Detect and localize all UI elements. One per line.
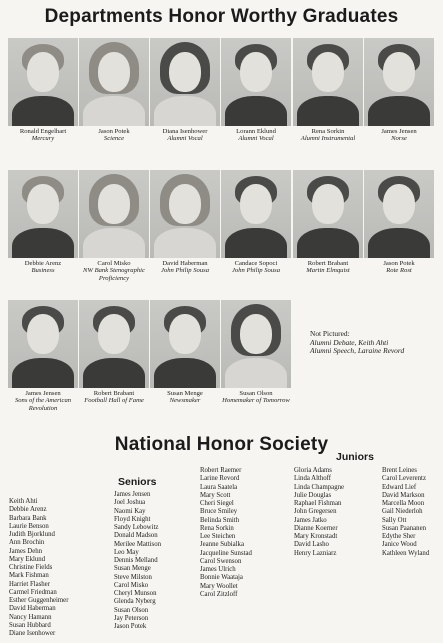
portrait-face [98, 314, 130, 354]
member-name: Susan Menge [114, 565, 151, 573]
portrait-body [83, 228, 145, 258]
honoree-award: Alumni Vocal [167, 135, 203, 143]
member-name: Edward Lief [382, 483, 417, 491]
portrait-body [83, 358, 145, 388]
member-name: James Jensen [114, 491, 151, 498]
honoree-caption [150, 128, 220, 143]
portrait-face [169, 52, 201, 92]
honoree-award: Rote Rost [386, 267, 412, 275]
member-name: Donald Madson [114, 532, 158, 540]
honoree-name: Robert Brabant [307, 260, 349, 267]
honoree-card [8, 170, 78, 275]
honoree-caption [221, 260, 291, 275]
member-name: Raphael Fishman [294, 500, 342, 507]
member-name: Glenda Nyberg [114, 598, 156, 606]
honoree-name: James Jensen [381, 128, 417, 135]
portrait-photo [79, 38, 149, 126]
portrait-face [27, 314, 59, 354]
portrait-body [225, 96, 287, 126]
honoree-name: Susan Menge [167, 390, 203, 397]
portrait-face [98, 184, 130, 224]
portrait-face [169, 314, 201, 354]
portrait-face [169, 184, 201, 224]
member-name: Kathleen Wyland [382, 549, 430, 557]
honoree-card [221, 300, 291, 405]
portrait-photo [8, 300, 78, 388]
portrait-photo [8, 38, 78, 126]
portrait-body [297, 96, 359, 126]
member-name: Rena Sorkin [200, 524, 234, 532]
member-name: Carol Zitzloff [200, 590, 238, 598]
honoree-name: Jason Potek [98, 128, 130, 135]
honoree-award: Newsmaker [169, 397, 201, 405]
portrait-body [154, 96, 216, 126]
member-name: Nancy Hamann [9, 613, 52, 621]
portrait-photo [364, 170, 434, 258]
honoree-name: Ronald Engelhart [19, 128, 67, 135]
member-name: James Jatko [294, 516, 327, 524]
member-name: John Gregersen [294, 508, 337, 516]
honoree-award: NW Bank Stenographic Proficiency [83, 267, 145, 282]
honoree-name: Jason Potek [383, 260, 415, 267]
honoree-caption [221, 390, 291, 405]
honoree-caption [221, 128, 291, 143]
member-name: Jay Peterson [114, 614, 149, 622]
member-name: Christine Fields [9, 564, 53, 571]
member-name: Sally Ott [382, 516, 407, 524]
honoree-card [150, 170, 220, 275]
member-name: Steve Milston [114, 573, 152, 581]
member-name: Carol Swenson [200, 557, 242, 565]
portrait-photo [150, 170, 220, 258]
member-name: Bruce Smiley [200, 508, 238, 516]
member-name: Mark Fishman [9, 572, 49, 580]
portrait-body [368, 228, 430, 258]
portrait-body [225, 228, 287, 258]
member-name: Cheryl Munson [114, 590, 157, 597]
honoree-award: Homemaker of Tomorrow [222, 397, 290, 405]
member-name: Dennis Melland [114, 557, 158, 564]
portrait-body [225, 358, 287, 388]
portrait-body [368, 96, 430, 126]
seniors-heading: Seniors [118, 476, 157, 488]
member-name: Henry Lazniarz [294, 549, 337, 557]
member-name: Gloria Adams [294, 467, 332, 474]
honoree-award: John Philip Sousa [232, 267, 280, 275]
member-name: Jacqueline Sunstad [200, 549, 252, 557]
portrait-photo [293, 38, 363, 126]
member-name: Jason Potek [114, 623, 147, 630]
nhs-title: National Honor Society [114, 434, 329, 455]
honoree-card [293, 170, 363, 275]
member-name: Carol Misko [114, 581, 149, 589]
member-name: Barbara Bank [9, 514, 47, 522]
portrait-photo [221, 38, 291, 126]
honoree-name: Diana Isenhower [162, 128, 208, 135]
honoree-award: Science [103, 135, 125, 143]
honoree-card [364, 38, 434, 143]
member-name: Cheri Siegel [200, 500, 234, 507]
member-name: Joel Joshua [114, 499, 146, 507]
portrait-body [12, 358, 74, 388]
honoree-card [79, 170, 149, 282]
honoree-card [79, 38, 149, 143]
honoree-name: James Jensen [25, 390, 61, 397]
portrait-face [27, 184, 59, 224]
member-name: Debbie Arenz [9, 506, 47, 514]
honoree-caption [8, 128, 78, 143]
member-name: Leo May [114, 548, 139, 556]
honoree-award: Mercury [31, 135, 55, 143]
honoree-caption [79, 128, 149, 143]
member-name: Ann Brochin [9, 539, 45, 547]
member-name: Mary Scott [200, 491, 231, 499]
member-name: Harriet Flasher [9, 580, 50, 588]
honoree-caption [79, 260, 149, 282]
honoree-name: Carol Misko [97, 260, 131, 267]
seniors-column [114, 491, 161, 631]
honoree-caption [293, 260, 363, 275]
portrait-body [12, 228, 74, 258]
portrait-face [383, 52, 415, 92]
member-name: James Dehn [9, 547, 43, 555]
member-name: Susan Paananen [382, 524, 426, 532]
portrait-face [383, 184, 415, 224]
not-pictured-note [310, 330, 404, 356]
honoree-card [364, 170, 434, 275]
seniors-column [9, 498, 68, 638]
not-pictured-heading: Not Pictured: [310, 329, 350, 338]
member-name: Gail Niederloh [382, 508, 423, 516]
member-name: Judith Bjorklund [9, 531, 55, 538]
member-name: Naomi Kay [114, 507, 146, 515]
portrait-body [12, 96, 74, 126]
honoree-award: Business [31, 267, 55, 275]
portrait-body [83, 96, 145, 126]
portrait-photo [8, 170, 78, 258]
member-name: Lee Steichen [200, 533, 236, 540]
member-name: Laura Saatela [200, 483, 238, 491]
member-name: Diane Isenhower [9, 630, 56, 637]
honoree-name: David Haberman [162, 260, 208, 267]
honoree-card [221, 38, 291, 143]
portrait-face [240, 184, 272, 224]
honoree-award: Alumni Instrumental [300, 135, 356, 143]
member-name: James Ulrich [200, 566, 236, 573]
member-name: David Markson [382, 491, 425, 499]
member-name: Robert Raemer [200, 467, 242, 474]
member-name: Keith Ahti [9, 498, 38, 505]
juniors-heading: Juniors [336, 451, 374, 463]
member-name: Susan Hubbard [9, 621, 51, 629]
not-pictured-line: Alumni Speech, Laraine Revord [310, 346, 405, 356]
member-name: Merilee Mattison [114, 540, 162, 548]
portrait-photo [79, 300, 149, 388]
member-name: David Haberman [9, 605, 56, 613]
not-pictured-line: Alumni Debate, Keith Ahti [310, 337, 389, 347]
portrait-body [154, 228, 216, 258]
honoree-award: Football Hall of Fame [84, 397, 144, 405]
member-name: Mary Woollet [200, 582, 238, 590]
member-name: Belinda Smith [200, 516, 240, 524]
honoree-award: Norse [391, 135, 407, 143]
honoree-card [293, 38, 363, 143]
member-name: Dianne Koerner [294, 524, 338, 532]
page-title: Departments Honor Worthy Graduates [44, 6, 399, 27]
portrait-face [240, 314, 272, 354]
member-name: Jeanne Subialka [200, 541, 244, 549]
portrait-photo [364, 38, 434, 126]
honoree-card [221, 170, 291, 275]
honoree-award: Alumni Vocal [238, 135, 274, 143]
honoree-caption [364, 260, 434, 275]
member-name: Larine Revord [200, 475, 240, 483]
member-name: Marcella Moon [382, 500, 425, 507]
member-name: Susan Olson [114, 606, 149, 614]
seniors-column [200, 467, 252, 599]
honoree-caption [293, 128, 363, 143]
member-name: Mary Kronstadt [294, 533, 338, 540]
portrait-face [240, 52, 272, 92]
honoree-caption [150, 260, 220, 275]
honoree-award: Martin Elmquist [306, 267, 350, 275]
honoree-caption [79, 390, 149, 405]
member-name: Linda Althoff [294, 475, 332, 483]
member-name: David Lasho [294, 541, 329, 549]
honoree-card [150, 38, 220, 143]
honoree-name: Susan Olson [239, 390, 273, 397]
honoree-award: Sons of the American Revolution [14, 397, 72, 412]
honoree-card [79, 300, 149, 405]
member-name: Julie Douglas [294, 491, 332, 499]
portrait-photo [79, 170, 149, 258]
member-name: Bonnie Waataja [200, 574, 243, 582]
portrait-photo [150, 38, 220, 126]
portrait-face [312, 184, 344, 224]
portrait-body [297, 228, 359, 258]
honoree-name: Lorann Eklund [236, 128, 276, 135]
honoree-name: Debbie Arenz [24, 260, 62, 267]
honoree-name: Candace Sopoci [234, 260, 278, 267]
honoree-caption [364, 128, 434, 143]
honoree-name: Rena Sorkin [311, 128, 345, 135]
honoree-card [150, 300, 220, 405]
portrait-photo [221, 170, 291, 258]
member-name: Carol Leverentz [382, 475, 426, 483]
portrait-body [154, 358, 216, 388]
portrait-face [27, 52, 59, 92]
member-name: Laurie Benson [9, 522, 49, 530]
member-name: Linda Champagne [294, 483, 345, 491]
portrait-photo [150, 300, 220, 388]
portrait-photo [221, 300, 291, 388]
honoree-award: John Philip Sousa [161, 267, 209, 275]
member-name: Floyd Knight [114, 515, 151, 523]
member-name: Janice Wood [382, 541, 417, 549]
portrait-face [98, 52, 130, 92]
portrait-face [312, 52, 344, 92]
juniors-column [294, 467, 344, 558]
honoree-card [8, 38, 78, 143]
honoree-caption [8, 260, 78, 275]
portrait-photo [293, 170, 363, 258]
member-name: Mary Eklund [9, 555, 46, 563]
member-name: Edythe Sher [382, 533, 416, 540]
member-name: Sandy Lebowitz [114, 524, 159, 531]
juniors-column [382, 467, 429, 558]
member-name: Carmel Friedman [9, 588, 57, 596]
honoree-caption [150, 390, 220, 405]
member-name: Esther Guggenheimer [9, 597, 69, 604]
honoree-name: Robert Brabant [93, 390, 135, 397]
honoree-card [8, 300, 78, 412]
honoree-caption [8, 390, 78, 412]
member-name: Brent Leines [382, 467, 417, 474]
